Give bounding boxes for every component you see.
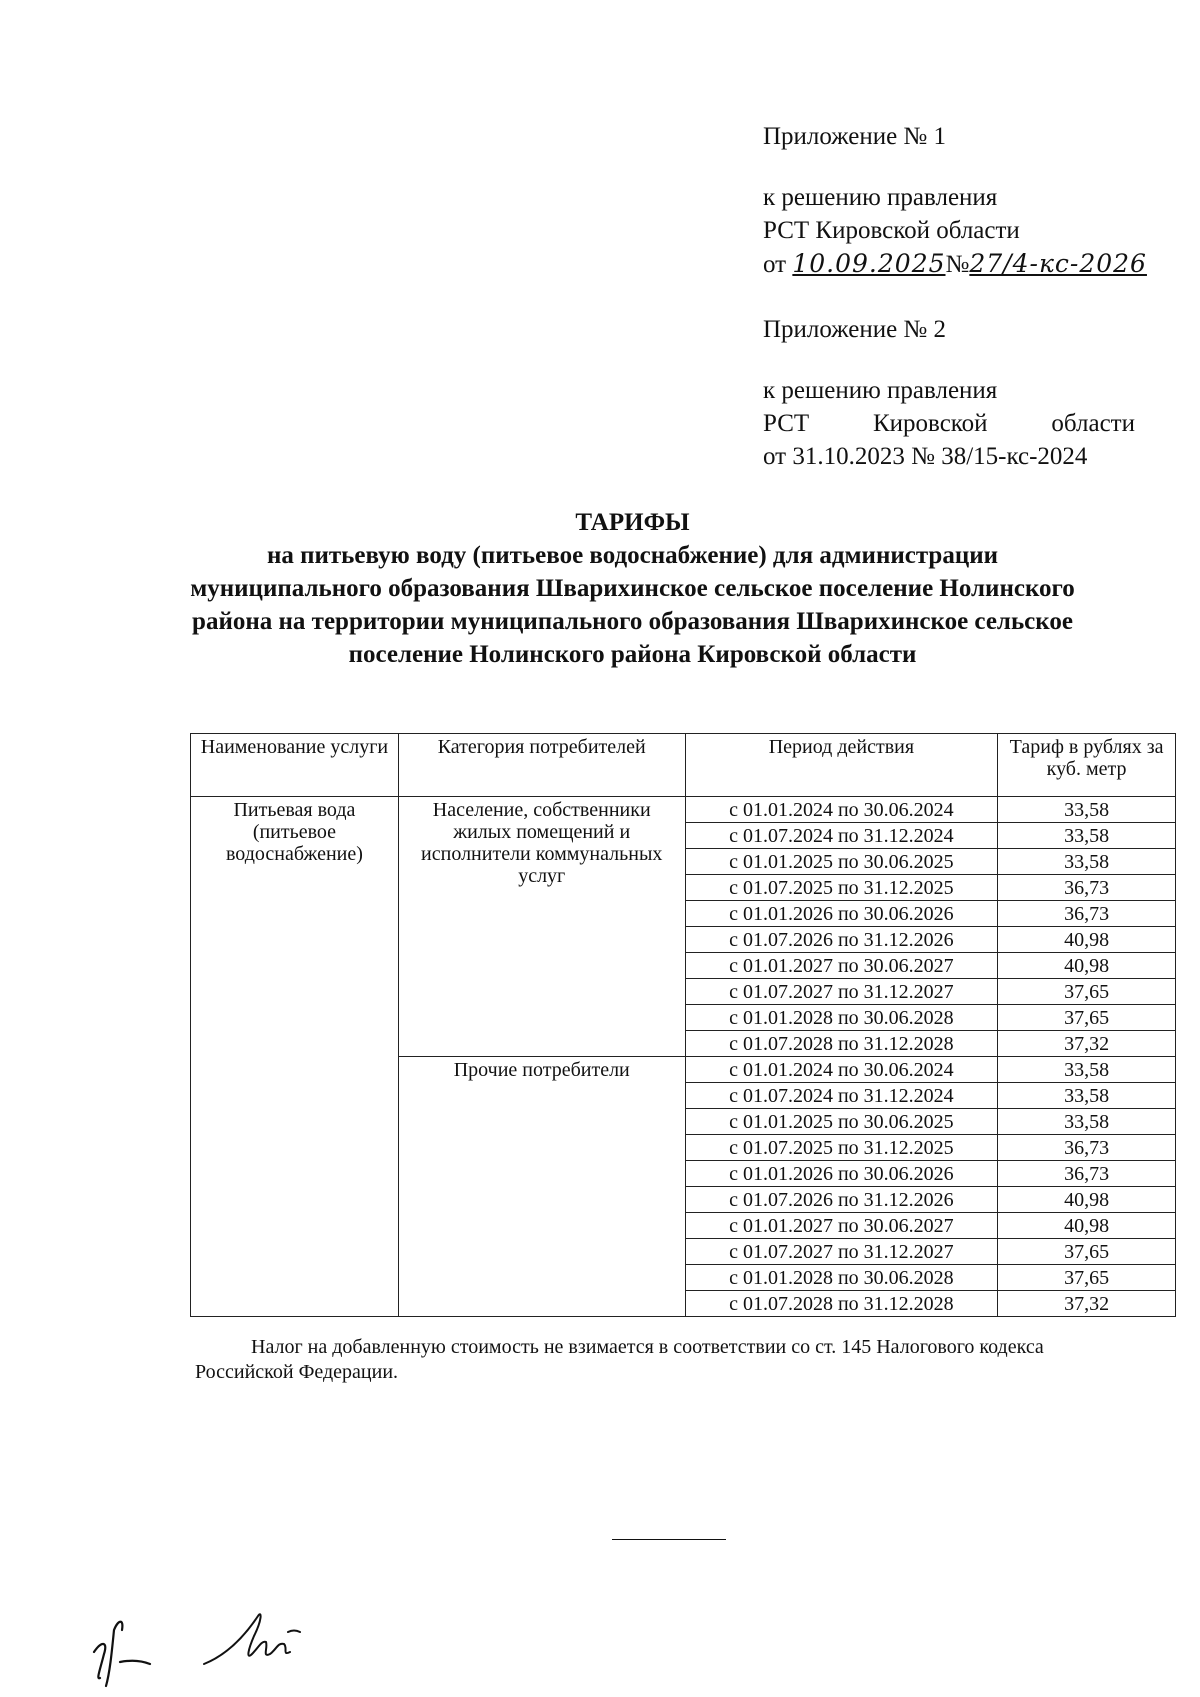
- appendix-1-handwritten-date: 10.09.2025: [792, 249, 946, 278]
- tariff-cell: 37,65: [998, 1005, 1176, 1031]
- appendix-2-line2-word: области: [1051, 410, 1135, 437]
- period-cell: с 01.07.2024 по 31.12.2024: [685, 823, 998, 849]
- period-cell: с 01.07.2027 по 31.12.2027: [685, 1239, 998, 1265]
- period-cell: с 01.01.2028 по 30.06.2028: [685, 1265, 998, 1291]
- header-service: Наименование услуги: [191, 734, 399, 797]
- appendix-2-heading: Приложение № 2: [763, 316, 947, 343]
- period-cell: с 01.01.2024 по 30.06.2024: [685, 1057, 998, 1083]
- period-cell: с 01.01.2026 по 30.06.2026: [685, 901, 998, 927]
- header-period: Период действия: [685, 734, 998, 797]
- appendix-2-line2-word: Кировской: [873, 410, 988, 437]
- appendix-1-line2: РСТ Кировской области: [763, 217, 1020, 244]
- service-cell: Питьевая вода (питьевое водоснабжение): [191, 797, 399, 1317]
- category-cell: Население, собственники жилых помещений и исполнители коммунальных услуг: [398, 797, 685, 1057]
- appendix-1-date-prefix: от: [763, 251, 787, 278]
- appendix-1-line1: к решению правления: [763, 184, 998, 211]
- header-tariff: Тариф в рублях за куб. метр: [998, 734, 1176, 797]
- period-cell: с 01.01.2028 по 30.06.2028: [685, 1005, 998, 1031]
- appendix-2-line3: от 31.10.2023 № 38/15-кс-2024: [763, 443, 1088, 470]
- period-cell: с 01.07.2026 по 31.12.2026: [685, 927, 998, 953]
- appendix-1-number-prefix: №: [945, 251, 970, 278]
- appendix-1-block: [763, 120, 1147, 281]
- period-cell: с 01.07.2026 по 31.12.2026: [685, 1187, 998, 1213]
- appendix-2-line2-word: РСТ: [763, 410, 810, 437]
- appendix-2-block: [763, 313, 1135, 473]
- appendix-1-date-line: [763, 247, 1147, 281]
- period-cell: с 01.07.2025 по 31.12.2025: [685, 875, 998, 901]
- appendix-2-line2: [763, 407, 1135, 440]
- title-main: ТАРИФЫ: [575, 509, 690, 536]
- period-cell: с 01.01.2025 по 30.06.2025: [685, 1109, 998, 1135]
- period-cell: с 01.07.2027 по 31.12.2027: [685, 979, 998, 1005]
- header-category: Категория потребителей: [398, 734, 685, 797]
- tariff-cell: 37,32: [998, 1031, 1176, 1057]
- tariff-cell: 36,73: [998, 1135, 1176, 1161]
- period-cell: с 01.07.2024 по 31.12.2024: [685, 1083, 998, 1109]
- appendix-1-handwritten-number: 27/4-кс-2026: [969, 249, 1147, 278]
- tariff-cell: 33,58: [998, 1083, 1176, 1109]
- tariff-cell: 36,73: [998, 901, 1176, 927]
- tariff-cell: 33,58: [998, 823, 1176, 849]
- tariff-cell: 33,58: [998, 849, 1176, 875]
- tariff-cell: 37,65: [998, 1265, 1176, 1291]
- document-title: [170, 506, 1095, 671]
- handwritten-signature: [196, 1590, 306, 1680]
- table-body: [191, 797, 1176, 1317]
- tariff-cell: 37,32: [998, 1291, 1176, 1317]
- period-cell: с 01.01.2024 по 30.06.2024: [685, 797, 998, 823]
- appendix-1-heading: Приложение № 1: [763, 123, 947, 150]
- period-cell: с 01.01.2025 по 30.06.2025: [685, 849, 998, 875]
- appendix-2-line1: к решению правления: [763, 377, 998, 404]
- tariff-cell: 33,58: [998, 1057, 1176, 1083]
- table-row: [191, 797, 1176, 823]
- tariff-cell: 40,98: [998, 927, 1176, 953]
- tariff-cell: 40,98: [998, 953, 1176, 979]
- table-header-row: [191, 734, 1176, 797]
- tariff-cell: 33,58: [998, 1109, 1176, 1135]
- period-cell: с 01.07.2028 по 31.12.2028: [685, 1031, 998, 1057]
- period-cell: с 01.07.2025 по 31.12.2025: [685, 1135, 998, 1161]
- vat-footnote: Налог на добавленную стоимость не взимается в соответствии со ст. 145 Налогового кодекса Российской Федерации.: [195, 1336, 1044, 1383]
- tariff-cell: 37,65: [998, 979, 1176, 1005]
- period-cell: с 01.07.2028 по 31.12.2028: [685, 1291, 998, 1317]
- tariff-cell: 36,73: [998, 875, 1176, 901]
- title-subtitle: на питьевую воду (питьевое водоснабжение) для администрации муниципального образования Шварихинское сельское поселение Нолинского района на территории муниципального образования Шварихинское сельское поселение Нолинского района Кировской области: [190, 542, 1075, 668]
- tariff-cell: 36,73: [998, 1161, 1176, 1187]
- tariff-cell: 33,58: [998, 797, 1176, 823]
- category-cell: Прочие потребители: [398, 1057, 685, 1317]
- period-cell: с 01.01.2027 по 30.06.2027: [685, 953, 998, 979]
- period-cell: с 01.01.2027 по 30.06.2027: [685, 1213, 998, 1239]
- tariff-table: [190, 733, 1176, 1317]
- tariff-cell: 40,98: [998, 1187, 1176, 1213]
- separator-line: [612, 1539, 726, 1540]
- handwritten-initials: [84, 1590, 164, 1690]
- period-cell: с 01.01.2026 по 30.06.2026: [685, 1161, 998, 1187]
- tariff-cell: 37,65: [998, 1239, 1176, 1265]
- tariff-cell: 40,98: [998, 1213, 1176, 1239]
